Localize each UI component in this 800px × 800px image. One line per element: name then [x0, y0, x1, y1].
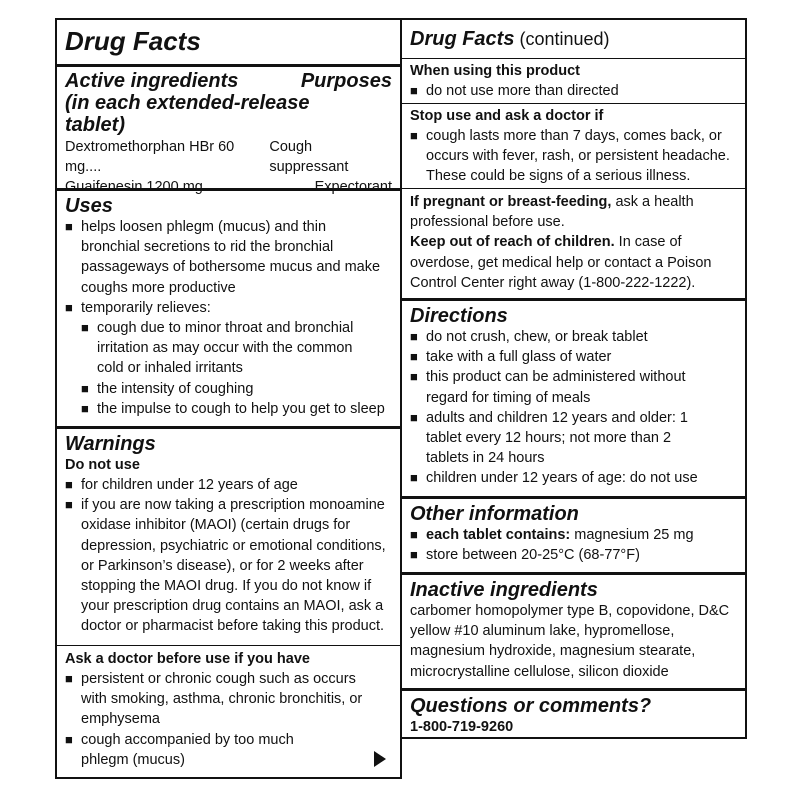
- warnings-heading: Warnings: [65, 433, 156, 455]
- bullet-icon: ■: [410, 409, 418, 425]
- divider: [402, 688, 745, 691]
- ingredient-purpose: Expectorant: [314, 179, 392, 196]
- bullet-icon: ■: [81, 380, 89, 396]
- active-ingredients-heading: Active ingredients (in each extended-release tablet): [65, 70, 310, 136]
- ingredient-purpose: Cough suppressant: [269, 139, 349, 176]
- list-item: ■ for children under 12 years of age: [65, 475, 392, 495]
- other-information-heading: Other information: [410, 503, 579, 525]
- drug-facts-right-panel: [402, 18, 747, 739]
- questions-section: [402, 695, 745, 737]
- list-item: ■ helps loosen phlegm (mucus) and thin bronchial secretions to rid the bronchial passageways of bothersome mucus and make coughs more productive: [65, 217, 392, 298]
- bullet-icon: ■: [65, 477, 73, 492]
- bullet-icon: ■: [410, 470, 418, 486]
- bullet-icon: ■: [410, 547, 418, 563]
- stop-use-heading: Stop use and ask a doctor if: [410, 108, 604, 124]
- drug-facts-continued-title: [402, 28, 745, 50]
- bullet-icon: ■: [410, 349, 418, 365]
- list-item: ■ each tablet contains: magnesium 25 mg: [410, 525, 737, 545]
- warnings-section: [57, 433, 400, 637]
- divider: [402, 103, 745, 104]
- list-item: ■ the intensity of coughing: [81, 379, 392, 399]
- bullet-icon: ■: [410, 128, 418, 143]
- bullet-icon: ■: [65, 731, 73, 747]
- bullet-icon: ■: [65, 299, 73, 315]
- divider: [57, 188, 400, 191]
- pregnant-text: ask a health professional before use.: [410, 194, 694, 231]
- ask-doctor-heading: Ask a doctor before use if you have: [65, 651, 310, 667]
- ask-doctor-section: [57, 649, 400, 770]
- questions-heading: Questions or comments?: [410, 695, 652, 717]
- divider: [402, 298, 745, 301]
- list-item: ■ cough due to minor throat and bronchial irritation as may occur with the common cold or inhaled irritants: [81, 318, 392, 379]
- do-not-use-heading: Do not use: [65, 457, 140, 473]
- list-item: ■ cough lasts more than 7 days, comes back, or occurs with fever, rash, or persistent headache. These could be signs of a serious illness.: [410, 126, 737, 187]
- divider: [57, 426, 400, 429]
- list-item: ■ adults and children 12 years and older: 1 tablet every 12 hours; not more than 2 tablets in 24 hours: [410, 408, 737, 469]
- bullet-icon: ■: [410, 369, 418, 385]
- phone-number: 1-800-719-9260: [410, 719, 514, 735]
- pregnant-label: If pregnant or breast-feeding,: [410, 194, 612, 210]
- active-ingredients-section: [57, 70, 400, 198]
- divider: [57, 64, 400, 67]
- bullet-icon: ■: [81, 400, 89, 416]
- list-item: ■ do not use more than directed: [410, 81, 737, 101]
- bullet-icon: ■: [410, 329, 418, 344]
- list-item: ■ the impulse to cough to help you get to sleep: [81, 399, 392, 419]
- other-information-section: [402, 503, 745, 565]
- when-using-section: [402, 61, 745, 101]
- bullet-icon: ■: [65, 497, 73, 513]
- when-using-heading: When using this product: [410, 63, 580, 79]
- directions-heading: Directions: [410, 305, 508, 327]
- drug-facts-title: Drug Facts: [410, 28, 515, 50]
- inactive-ingredients-heading: Inactive ingredients: [410, 579, 598, 601]
- directions-section: [402, 305, 745, 489]
- continue-arrow-icon: [374, 751, 386, 767]
- active-ingredient-row: [65, 137, 392, 177]
- list-item: ■ children under 12 years of age: do not use: [410, 468, 737, 488]
- bullet-icon: ■: [410, 83, 418, 98]
- list-item: ■ persistent or chronic cough such as occurs with smoking, asthma, chronic bronchitis, or emphysema: [65, 669, 392, 730]
- continued-label: (continued): [514, 29, 610, 49]
- stop-use-section: [402, 106, 745, 187]
- ingredient-name: Dextromethorphan HBr 60 mg....: [65, 139, 235, 176]
- list-item: ■ take with a full glass of water: [410, 347, 737, 367]
- list-item: ■ this product can be administered without regard for timing of meals: [410, 367, 737, 407]
- ingredient-name: Guaifenesin 1200 mg..........................: [65, 179, 308, 196]
- bullet-icon: ■: [81, 320, 89, 336]
- list-item: ■ if you are now taking a prescription monoamine oxidase inhibitor (MAOI) (certain drugs for depression, psychiatric or emotional conditions, or Parkinson’s disease), or for 2 weeks after stopping the MAOI drug. If you do not know if your prescription drug contains an MAOI, ask a doctor or pharmacist before taking this product.: [65, 495, 392, 636]
- bullet-icon: ■: [410, 527, 418, 542]
- divider: [57, 645, 400, 646]
- inactive-ingredients-text: carbomer homopolymer type B, copovidone, D&C yellow #10 aluminum lake, hypromellose, magnesium hydroxide, magnesium stearate, microcrystalline cellulose, silicon dioxide: [410, 603, 730, 680]
- keep-out-label: Keep out of reach of children.: [410, 234, 615, 251]
- list-item: ■ cough accompanied by too much phlegm (mucus): [65, 730, 392, 770]
- uses-section: [57, 195, 400, 419]
- drug-facts-title: Drug Facts: [65, 26, 201, 56]
- uses-heading: Uses: [65, 195, 113, 217]
- list-item: ■ temporarily relieves:: [65, 298, 392, 318]
- list-item: ■ do not crush, chew, or break tablet: [410, 327, 737, 347]
- bullet-icon: ■: [65, 219, 73, 234]
- inactive-ingredients-section: [402, 579, 745, 682]
- purposes-heading: Purposes: [300, 70, 392, 92]
- divider: [402, 58, 745, 59]
- bullet-icon: ■: [65, 671, 73, 686]
- keep-out-text: In case of overdose, get medical help or contact a Poison Control Center right away (1-800-222-1222).: [410, 234, 712, 291]
- pregnancy-section: [402, 192, 745, 293]
- divider: [402, 496, 745, 499]
- drug-facts-title-section: [57, 26, 400, 56]
- drug-facts-left-panel: [55, 18, 402, 779]
- divider: [402, 572, 745, 575]
- list-item: ■ store between 20-25°C (68-77°F): [410, 545, 737, 565]
- divider: [402, 188, 745, 189]
